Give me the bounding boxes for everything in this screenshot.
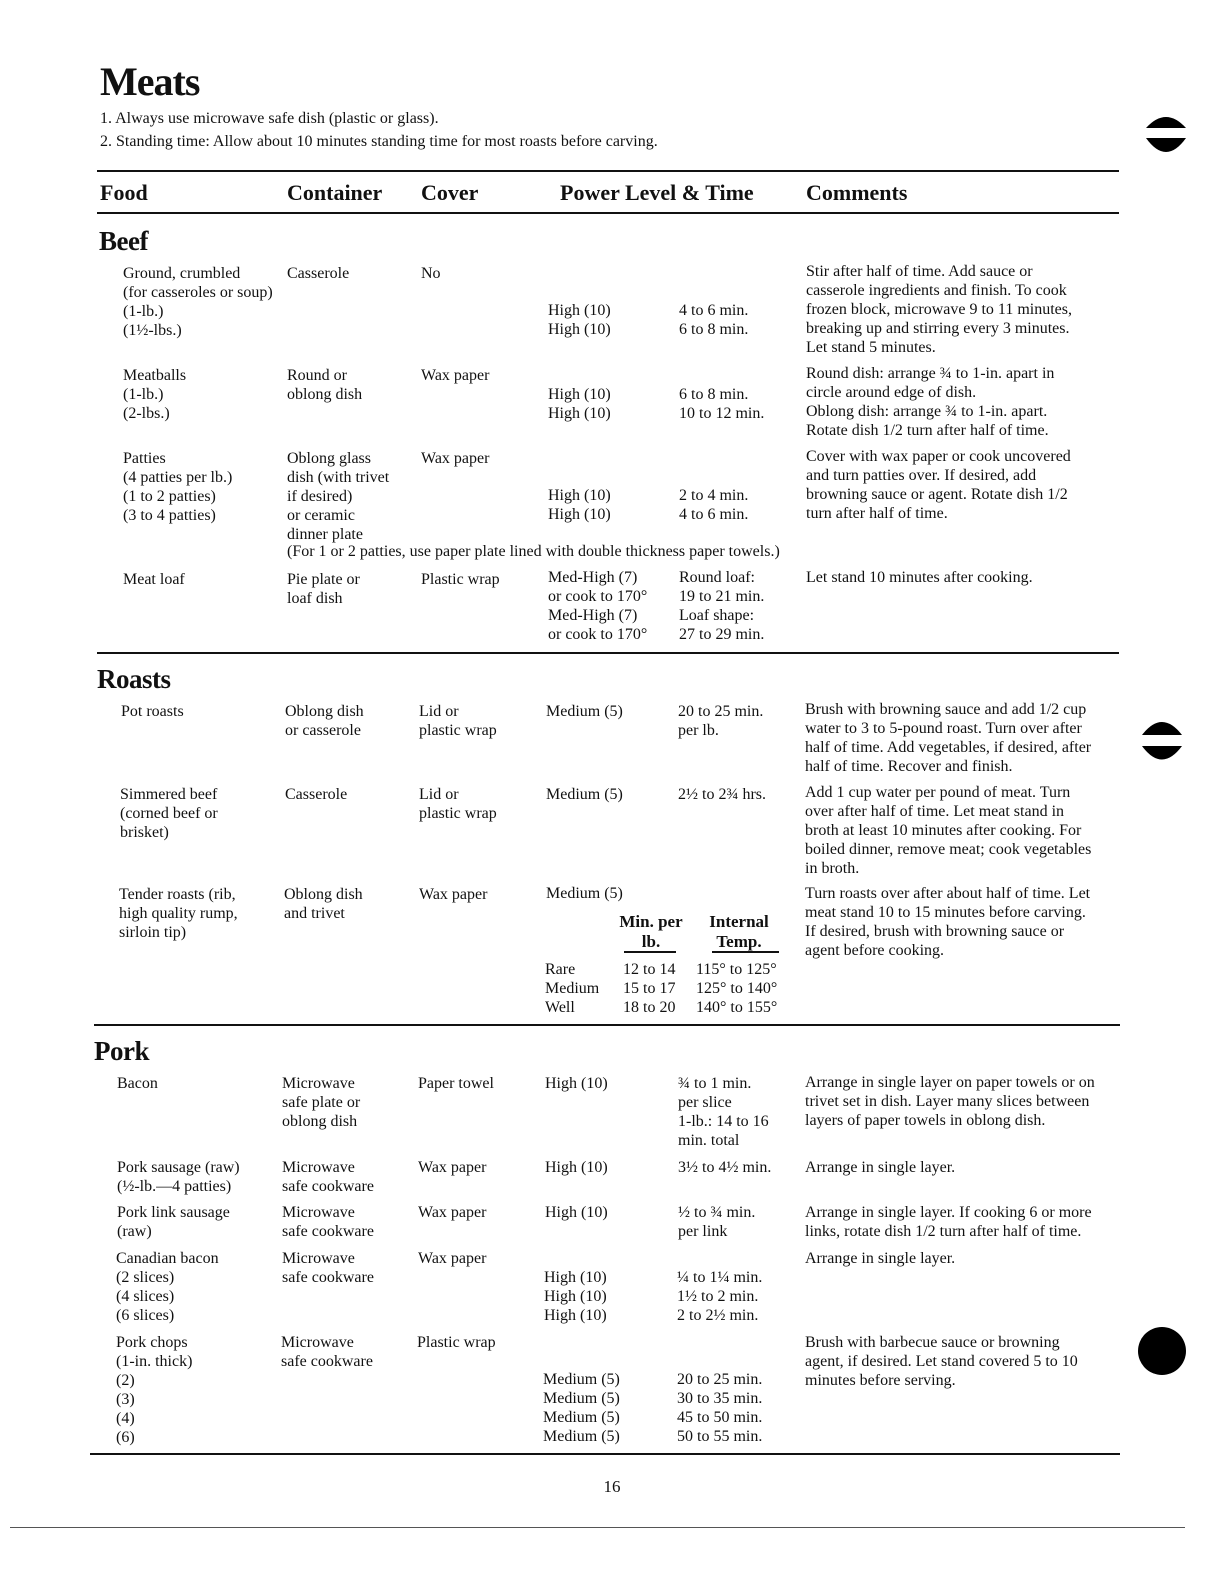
- power-sausage: High (10): [545, 1159, 608, 1176]
- time-meatballs: 6 to 8 min. 10 to 12 min.: [679, 386, 765, 422]
- page-title: Meats: [100, 59, 200, 104]
- comments-simmered: Add 1 cup water per pound of meat. Turn over after half of time. Let meat stand in broth at least 10 minutes after cooking. For boiled dinner, remove meat; cook vegetables in broth.: [805, 784, 1092, 877]
- note-1: 1. Always use microwave safe dish (plastic or glass).: [100, 110, 439, 127]
- time-patties: 2 to 4 min. 4 to 6 min.: [679, 487, 749, 523]
- power-link: High (10): [545, 1204, 608, 1221]
- cover-link: Wax paper: [418, 1204, 487, 1221]
- cover-meatballs: Wax paper: [421, 367, 490, 384]
- comments-patties: Cover with wax paper or cook uncovered and turn patties over. If desired, add browning sauce or agent. Rotate dish 1/2 turn after half of time.: [806, 448, 1071, 522]
- container-chops: Microwave safe cookware: [281, 1334, 373, 1370]
- subtable-header-min: Min. per lb.: [619, 912, 683, 951]
- cover-potroasts: Lid or plastic wrap: [419, 703, 497, 739]
- cover-ground: No: [421, 265, 441, 282]
- note-2: 2. Standing time: Allow about 10 minutes standing time for most roasts before carving.: [100, 133, 658, 150]
- comments-canadian: Arrange in single layer.: [805, 1250, 956, 1267]
- col-header-power-time: Power Level & Time: [560, 180, 754, 205]
- food-sausage: Pork sausage (raw) (½-lb.—4 patties): [117, 1159, 240, 1195]
- power-potroasts: Medium (5): [546, 703, 623, 720]
- comments-link: Arrange in single layer. If cooking 6 or more links, rotate dish 1/2 turn after half of time.: [805, 1204, 1092, 1240]
- patties-note: (For 1 or 2 patties, use paper plate lined with double thickness paper towels.): [287, 543, 780, 560]
- food-chops: Pork chops (1-in. thick) (2) (3) (4) (6): [116, 1334, 193, 1446]
- time-simmered: 2½ to 2¾ hrs.: [678, 786, 766, 803]
- time-bacon: ¾ to 1 min. per slice 1-lb.: 14 to 16 min. total: [678, 1075, 769, 1149]
- section-marker-icon: [1137, 1325, 1187, 1377]
- time-meatloaf: Round loaf: 19 to 21 min. Loaf shape: 27 to 29 min.: [679, 569, 765, 643]
- subtable-min-per-lb: 12 to 14 15 to 17 18 to 20: [623, 961, 676, 1016]
- power-ground: High (10) High (10): [548, 302, 611, 338]
- section-rule: [97, 652, 1119, 654]
- power-meatballs: High (10) High (10): [548, 386, 611, 422]
- section-marker-icon: [1143, 110, 1189, 158]
- food-meatloaf: Meat loaf: [123, 571, 185, 588]
- power-canadian: High (10) High (10) High (10): [544, 1269, 607, 1324]
- food-patties: Patties (4 patties per lb.) (1 to 2 patties) (3 to 4 patties): [123, 450, 233, 524]
- power-meatloaf: Med-High (7) or cook to 170° Med-High (7) or cook to 170°: [548, 569, 648, 643]
- container-meatloaf: Pie plate or loaf dish: [287, 571, 360, 607]
- container-simmered: Casserole: [285, 786, 348, 803]
- container-ground: Casserole: [287, 265, 350, 282]
- container-patties: Oblong glass dish (with trivet if desired) or ceramic dinner plate: [287, 450, 390, 543]
- time-chops: 20 to 25 min. 30 to 35 min. 45 to 50 min. 50 to 55 min.: [677, 1371, 763, 1445]
- cover-patties: Wax paper: [421, 450, 490, 467]
- power-tender: Medium (5): [546, 885, 623, 902]
- subtable-rule: [624, 951, 676, 953]
- col-header-cover: Cover: [421, 180, 479, 205]
- comments-chops: Brush with barbecue sauce or browning agent, if desired. Let stand covered 5 to 10 minutes before serving.: [805, 1334, 1078, 1389]
- cover-meatloaf: Plastic wrap: [421, 571, 500, 588]
- section-title-pork: Pork: [94, 1036, 149, 1066]
- comments-tender: Turn roasts over after about half of time. Let meat stand 10 to 15 minutes before carving. If desired, brush with browning sauce or agent before cooking.: [805, 885, 1091, 959]
- cover-simmered: Lid or plastic wrap: [419, 786, 497, 822]
- cover-chops: Plastic wrap: [417, 1334, 496, 1351]
- comments-meatloaf: Let stand 10 minutes after cooking.: [806, 569, 1033, 586]
- col-header-container: Container: [287, 180, 383, 205]
- container-meatballs: Round or oblong dish: [287, 367, 363, 403]
- food-meatballs: Meatballs (1-lb.) (2-lbs.): [123, 367, 187, 422]
- container-link: Microwave safe cookware: [282, 1204, 374, 1240]
- time-ground: 4 to 6 min. 6 to 8 min.: [679, 302, 749, 338]
- page-number: 16: [603, 1477, 621, 1496]
- comments-potroasts: Brush with browning sauce and add 1/2 cup water to 3 to 5-pound roast. Turn over after half of time. Add vegetables, if desired, after half of time. Recover and finish.: [805, 701, 1092, 775]
- power-patties: High (10) High (10): [548, 487, 611, 523]
- food-tender: Tender roasts (rib, high quality rump, sirloin tip): [119, 886, 238, 941]
- container-bacon: Microwave safe plate or oblong dish: [282, 1075, 361, 1130]
- power-bacon: High (10): [545, 1075, 608, 1092]
- col-header-food: Food: [100, 180, 148, 205]
- time-potroasts: 20 to 25 min. per lb.: [678, 703, 764, 739]
- section-marker-icon: [1139, 715, 1185, 765]
- food-simmered: Simmered beef (corned beef or brisket): [120, 786, 218, 841]
- comments-sausage: Arrange in single layer.: [805, 1159, 956, 1176]
- cover-sausage: Wax paper: [418, 1159, 487, 1176]
- col-header-comments: Comments: [806, 180, 908, 205]
- section-title-roasts: Roasts: [97, 664, 171, 694]
- scan-edge-rule: [10, 1527, 1185, 1528]
- cover-bacon: Paper towel: [418, 1075, 494, 1092]
- comments-ground: Stir after half of time. Add sauce or casserole ingredients and finish. To cook frozen block, microwave 9 to 11 minutes, breaking up and stirring every 3 minutes. Let stand 5 minutes.: [806, 263, 1072, 356]
- comments-meatballs: Round dish: arrange ¾ to 1-in. apart in circle around edge of dish. Oblong dish: arrange ¾ to 1-in. apart. Rotate dish 1/2 turn after half of time.: [806, 365, 1055, 439]
- table-bottom-rule: [90, 1453, 1120, 1455]
- subtable-header-temp: Internal Temp.: [709, 912, 769, 951]
- container-tender: Oblong dish and trivet: [284, 886, 363, 922]
- cover-tender: Wax paper: [419, 886, 488, 903]
- header-rule: [97, 212, 1119, 214]
- container-potroasts: Oblong dish or casserole: [285, 703, 364, 739]
- section-rule: [94, 1024, 1120, 1026]
- time-canadian: ¼ to 1¼ min. 1½ to 2 min. 2 to 2½ min.: [677, 1269, 763, 1324]
- time-link: ½ to ¾ min. per link: [678, 1204, 756, 1240]
- power-simmered: Medium (5): [546, 786, 623, 803]
- food-canadian: Canadian bacon (2 slices) (4 slices) (6 slices): [116, 1250, 219, 1324]
- container-canadian: Microwave safe cookware: [282, 1250, 374, 1286]
- subtable-rule: [712, 951, 779, 953]
- subtable-doneness: Rare Medium Well: [545, 961, 600, 1016]
- comments-bacon: Arrange in single layer on paper towels or on trivet set in dish. Layer many slices between layers of paper towels in oblong dish.: [805, 1074, 1095, 1129]
- power-chops: Medium (5) Medium (5) Medium (5) Medium (5): [543, 1371, 620, 1445]
- time-sausage: 3½ to 4½ min.: [678, 1159, 772, 1176]
- food-link: Pork link sausage (raw): [117, 1204, 230, 1240]
- container-sausage: Microwave safe cookware: [282, 1159, 374, 1195]
- section-title-beef: Beef: [99, 226, 148, 256]
- food-ground: Ground, crumbled (for casseroles or soup) (1-lb.) (1½-lbs.): [123, 265, 273, 339]
- cover-canadian: Wax paper: [418, 1250, 487, 1267]
- subtable-internal-temp: 115° to 125° 125° to 140° 140° to 155°: [696, 961, 778, 1016]
- food-bacon: Bacon: [117, 1075, 158, 1092]
- table-top-rule: [97, 170, 1119, 172]
- food-potroasts: Pot roasts: [121, 703, 184, 720]
